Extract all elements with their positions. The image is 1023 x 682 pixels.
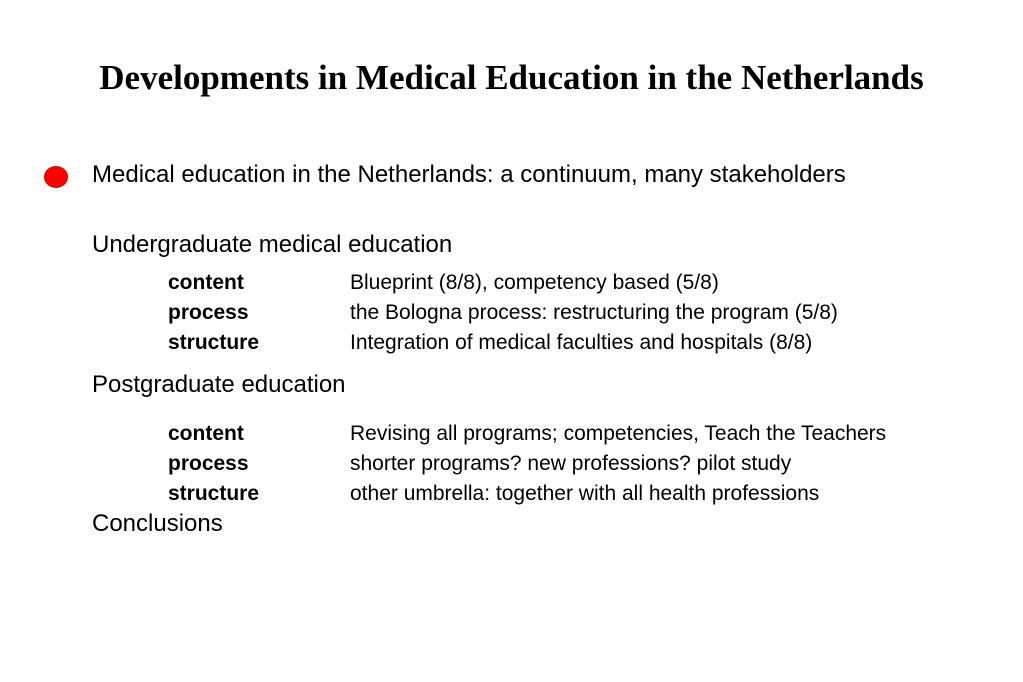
row-term: content <box>168 271 244 294</box>
row-description: other umbrella: together with all health professions <box>350 482 820 505</box>
postgraduate-row-structure <box>168 481 819 507</box>
conclusions-heading: Conclusions <box>92 510 223 537</box>
postgraduate-row-content <box>168 421 886 447</box>
row-description: Revising all programs; competencies, Teach the Teachers <box>350 422 887 445</box>
row-term: content <box>168 422 244 445</box>
undergraduate-row-process <box>168 300 838 326</box>
row-term: structure <box>168 331 260 354</box>
row-description: Blueprint (8/8), competency based (5/8) <box>350 271 719 294</box>
main-bullet-text: Medical education in the Netherlands: a continuum, many stakeholders <box>92 161 846 188</box>
postgraduate-heading: Postgraduate education <box>92 371 346 398</box>
undergraduate-heading: Undergraduate medical education <box>92 231 453 258</box>
row-term: process <box>168 452 249 475</box>
undergraduate-row-structure <box>168 330 812 356</box>
page-title: Developments in Medical Education in the Netherlands <box>99 58 924 97</box>
postgraduate-row-process <box>168 451 791 477</box>
row-description: Integration of medical faculties and hospitals (8/8) <box>350 331 813 354</box>
row-description: the Bologna process: restructuring the program (5/8) <box>350 301 838 324</box>
row-description: shorter programs? new professions? pilot study <box>350 452 792 475</box>
row-term: structure <box>168 482 260 505</box>
undergraduate-row-content <box>168 270 719 296</box>
red-bullet-icon <box>44 166 68 188</box>
row-term: process <box>168 301 249 324</box>
